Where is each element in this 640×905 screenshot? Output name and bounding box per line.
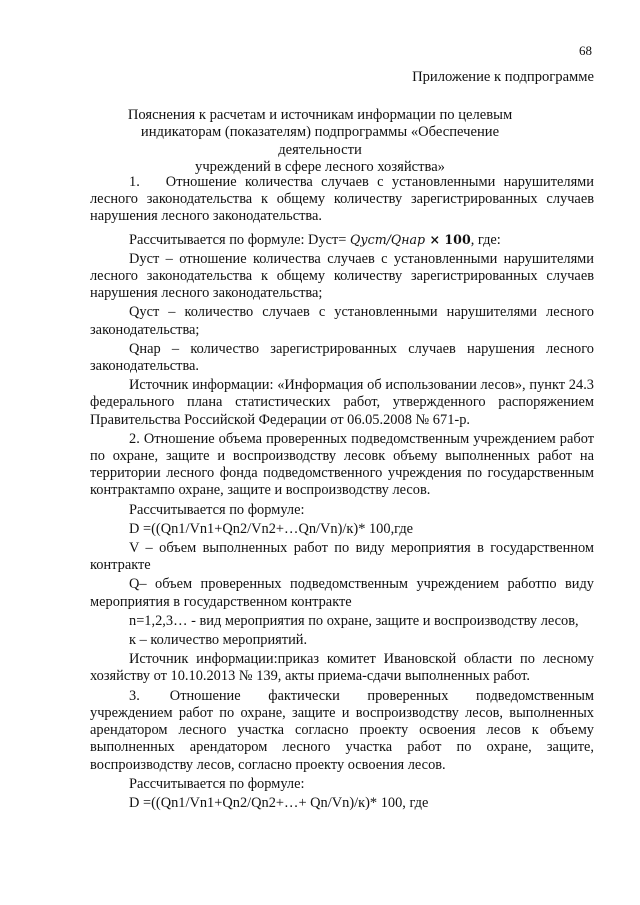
document-title [105, 107, 535, 177]
item-1-formula: Рассчитывается по формуле: Dуст= Qуст/Qнар × 100, где: [129, 231, 501, 248]
item-1-number: 1. [129, 174, 140, 190]
formula-expression: Qуст/Qнар × 100 [350, 231, 471, 247]
title-line: Пояснения к расчетам и источникам информации по целевым [127, 107, 513, 123]
item-3-formula: D =((Qn1/Vn1+Qn2/Qn2+…+ Qn/Vn)/к)* 100, где [129, 794, 429, 811]
definition-qnar: Qнар – количество зарегистрированных случаев нарушения лесного законодательства. [90, 340, 594, 375]
item-2-source: Источник информации:приказ комитет Ивановской области по лесному хозяйству от 10.10.2013 № 139, акты приема-сдачи выполненных работ. [90, 651, 594, 685]
document-body [90, 174, 594, 812]
definition-k: к – количество мероприятий. [129, 632, 308, 649]
item-3-formula-intro: Рассчитывается по формуле: [129, 775, 305, 792]
item-2-heading: 2. Отношение объема проверенных подведомственным учреждением работ по охране, защите и воспроизводству лесовк объему выполненных работ на территории лесного фонда подведомственного учреждения по государственным контрактампо охране, защите и воспроизводству лесов. [90, 430, 594, 499]
item-1-heading: 1. Отношение количества случаев с установленными нарушителями лесного законодательства к общему количеству зарегистрированных случаев нарушения лесного законодательства. [90, 174, 594, 225]
page-number: 68 [579, 43, 592, 58]
appendix-label: Приложение к подпрограмме [412, 69, 594, 85]
title-line: индикаторам (показателям) подпрограммы «Обеспечение деятельности [140, 124, 500, 158]
item-2-formula-intro: Рассчитывается по формуле: [129, 501, 305, 518]
definition-d: Dуст – отношение количества случаев с установленными нарушителями лесного законодательства к общему количеству зарегистрированных случаев нарушения лесного законодательства; [90, 250, 594, 302]
definition-q: Q– объем проверенных подведомственным учреждением работпо виду мероприятия в государственном контракте [90, 576, 594, 610]
item-2-formula: D =((Qn1/Vn1+Qn2/Vn2+…Qn/Vn)/к)* 100,где [129, 520, 414, 537]
item-3-number: 3. [129, 687, 140, 704]
item-3-heading: 3. Отношение фактически проверенных подведомственным учреждением работ по охране, защите и воспроизводству лесов, выполненных арендатором лесного участка согласно проекту освоения лесов к объему выполненных арендатором лесного участка работ по охране, защите, воспроизводству лесов, согласно проекту освоения лесов. [90, 687, 594, 773]
definition-qust: Qуст – количество случаев с установленными нарушителями лесного законодательства; [90, 304, 594, 338]
title-line: учреждений в сфере лесного хозяйства» [195, 159, 445, 176]
definition-n: n=1,2,3… - вид мероприятия по охране, защите и воспроизводству лесов, [129, 612, 579, 629]
item-1-source: Источник информации: «Информация об использовании лесов», пункт 24.3 федерального плана статистических работ, утвержденного распоряжением Правительства Российской Федерации от 06.05.2008 № 671-р. [90, 377, 594, 428]
definition-v: V – объем выполненных работ по виду мероприятия в государственном контракте [90, 540, 594, 574]
